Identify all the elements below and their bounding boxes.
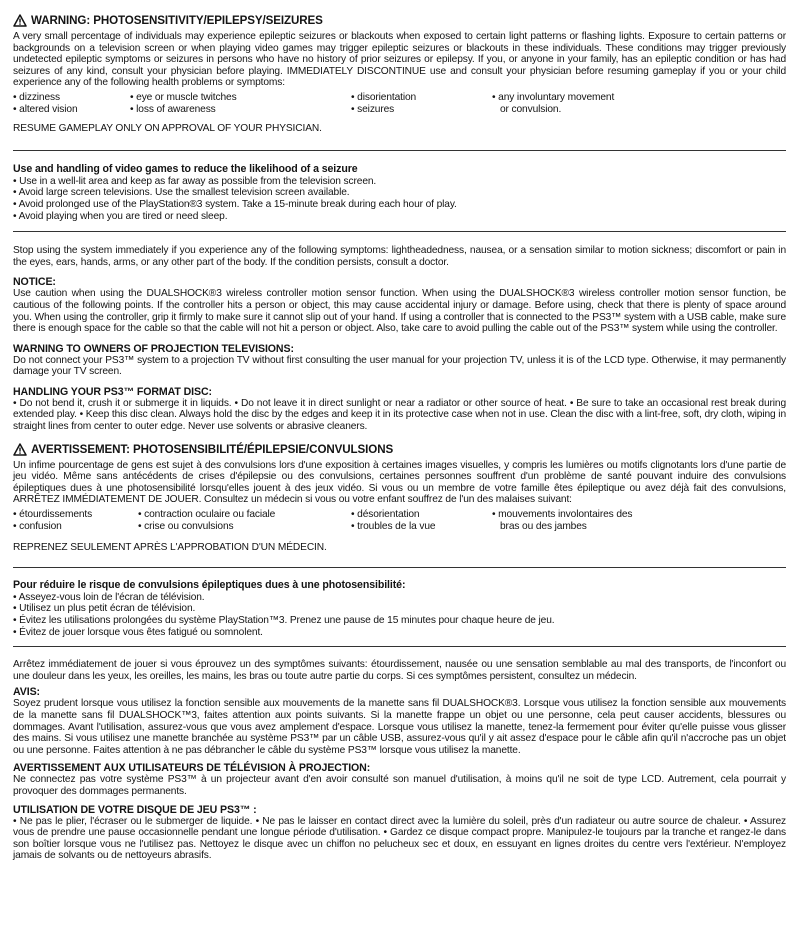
fr-symptom-item: • confusion xyxy=(13,520,62,532)
en-notice-heading: NOTICE: xyxy=(13,276,56,289)
en-symptom-list xyxy=(13,92,786,115)
fr-use-item: • Utilisez un plus petit écran de télévision. xyxy=(13,603,196,615)
fr-symptom-item: • troubles de la vue xyxy=(351,520,436,532)
en-notice-body: Use caution when using the DUALSHOCK®3 wireless controller motion sensor function. When using the DUALSHOCK®3 wireless controller motion sensor function, be cautious of the following points. If the controller hits a person or object, this may cause accidental injury or damage. Before using, check that there is plenty of space around you. When using the controller, grip it firmly to make sure it cannot slip out of your hand. If using a controller that is connected to the PS3™ system with a USB cable, make sure there is enough space for the cable so that the cable will not hit a person or object. Also, take care to avoid pulling the cable out of the PS3™ system while using the controller. xyxy=(13,288,786,335)
en-symptom-item: • loss of awareness xyxy=(130,103,216,115)
warning-triangle-icon xyxy=(13,443,27,456)
fr-warning-body: Un infime pourcentage de gens est sujet à des convulsions lors d'une exposition à certaines images visuelles, y compris les lumières ou motifs clignotants lors d'une partie de jeu vidéo. Même sans antécédents de crises d'épilepsie ou des convulsions, certaines personnes souffrent d'un problème de santé pouvant induire des convulsions épileptiques dues à une photosensibilité lorsqu'elles jouent à des jeux vidéo. Si vous ou un membre de votre famille êtes épileptique ou avez déjà fait des convulsions, ARRÊTEZ IMMÉDIATEMENT DE JOUER. Consultez un médecin si vous ou votre enfant souffrez de l'un des malaises suivant: xyxy=(13,459,786,506)
fr-use-item: • Évitez les utilisations prolongées du système PlayStation™3. Prenez une pause de 15 minutes pour chaque heure de jeu. xyxy=(13,615,555,626)
fr-stop-paragraph: Arrêtez immédiatement de jouer si vous éprouvez un des symptômes suivants: étourdissement, nausée ou une sensation semblable au mal des transports, de l'inconfort ou une douleur dans les yeux, les oreilles, les mains, les bras ou toute autre partie du corps. Si ces symptômes persistent, consultez un médecin. xyxy=(13,659,786,682)
en-use-heading: Use and handling of video games to reduce the likelihood of a seizure xyxy=(13,162,358,175)
en-warning-title: WARNING: PHOTOSENSITIVITY/EPILEPSY/SEIZURES xyxy=(31,14,323,27)
fr-notice-body: Soyez prudent lorsque vous utilisez la fonction sensible aux mouvements de la manette sans fil DUALSHOCK®3. Lorsque vous utilisez la fonction sensible aux mouvements de la manette sans fil DUALSHOCK™3, faites attention aux points suivants. Si la manette frappe un objet ou une personne, cela peut causer accidents, blessures ou dommages. Avant l'utilisation, assurez-vous que vous avez amplement d'espace. Lorsque vous utilisez la manette, tenez-la fermement pour éviter qu'elle puisse vous glisser des mains. Si vous utilisez une manette branchée au système PS3™ par un câble USB, assurez-vous qu'il y ait assez d'espace pour le câble afin qu'il n'accroche pas un objet ou une personne. Faites attention à ne pas débrancher le câble du système PS3™ lorsque vous utilisez la manette. xyxy=(13,698,786,756)
fr-use-item: • Asseyez-vous loin de l'écran de télévision. xyxy=(13,591,205,603)
en-use-item: • Avoid large screen televisions. Use the smallest television screen available. xyxy=(13,187,350,199)
divider xyxy=(13,150,786,151)
fr-symptom-item: • désorientation xyxy=(351,509,420,521)
fr-resume-note: REPRENEZ SEULEMENT APRÈS L'APPROBATION D'UN MÉDECIN. xyxy=(13,542,327,554)
fr-symptom-list xyxy=(13,509,786,532)
warning-triangle-icon xyxy=(13,14,27,27)
fr-symptom-item: • étourdissements xyxy=(13,509,93,521)
en-use-list xyxy=(13,176,786,222)
en-symptom-item: or convulsion. xyxy=(500,103,562,115)
fr-use-item: • Évitez de jouer lorsque vous êtes fatigué ou somnolent. xyxy=(13,626,263,638)
en-warning-body: A very small percentage of individuals may experience epileptic seizures or blackouts when exposed to certain light patterns or flashing lights. Exposure to certain patterns or backgrounds on a television screen or when playing video games may trigger epileptic seizures or blackouts in these individuals. These conditions may trigger previously undetected epileptic symptoms or seizures in persons who have no history of prior seizures or epilepsy. If you, or anyone in your family, has an epileptic condition or has had seizures of any kind, consult your physician before playing. IMMEDIATELY DISCONTINUE use and consult your physician before resuming gameplay if you or your child experience any of the following health problems or symptoms: xyxy=(13,31,786,89)
en-projection-body: Do not connect your PS3™ system to a projection TV without first consulting the user manual for your projection TV, unless it is of the LCD type. Otherwise, it may permanently damage your TV screen. xyxy=(13,354,786,378)
en-symptom-item: • seizures xyxy=(351,103,395,115)
fr-projection-body: Ne connectez pas votre système PS3™ à un projecteur avant d'en avoir consulté son manuel d'utilisation, à moins qu'il ne soit de type LCD. Autrement, cela pourrait y provoquer des dommages permanents. xyxy=(13,774,786,797)
fr-disc-body: • Ne pas le plier, l'écraser ou le submerger de liquide. • Ne pas le laisser en contact direct avec la lumière du soleil, près d'un radiateur ou autre source de chaleur. • Assurez vous de prendre une pause occasionnelle pendant une longue période d'utilisation. • Gardez ce disque compact propre. Manipulez-le toujours par la tranche et rangez-le dans son boîtier lorsque vous ne l'utilisez pas. Nettoyez le disque avec un chiffon no pelucheux sec et doux, en essuyant en lignes droites du centre vers l'extérieur. N'employez jamais de solvants ou de nettoyeurs abrasifs. xyxy=(13,815,786,862)
divider xyxy=(13,567,786,568)
en-use-item: • Avoid playing when you are tired or need sleep. xyxy=(13,210,228,222)
fr-symptom-item: • mouvements involontaires des xyxy=(492,509,633,521)
en-disc-body: • Do not bend it, crush it or submerge it in liquids. • Do not leave it in direct sunlight or near a radiator or other source of heat. • Be sure to take an occasional rest break during extended play. • Keep this disc clean. Always hold the disc by the edges and keep it in its protective case when not in use. Clean the disc with a lint-free, soft, dry cloth, wiping in straight lines from center to outer edge. Never use solvents or abrasive cleaners. xyxy=(13,397,786,433)
fr-symptom-item: • contraction oculaire ou faciale xyxy=(138,509,276,521)
divider xyxy=(13,231,786,232)
en-symptom-item: • disorientation xyxy=(351,91,417,103)
fr-disc-heading: UTILISATION DE VOTRE DISQUE DE JEU PS3™ : xyxy=(13,803,257,816)
fr-projection-heading: AVERTISSEMENT AUX UTILISATEURS DE TÉLÉVISION À PROJECTION: xyxy=(13,762,371,775)
fr-warning-title: AVERTISSEMENT: PHOTOSENSIBILITÉ/ÉPILEPSIE/CONVULSIONS xyxy=(31,442,394,456)
en-warning-heading xyxy=(13,14,786,27)
divider xyxy=(13,646,786,647)
en-symptom-item: • any involuntary movement xyxy=(492,91,615,103)
en-symptom-item: • eye or muscle twitches xyxy=(130,91,237,103)
en-use-item: • Avoid prolonged use of the PlayStation®3 system. Take a 15-minute break during each hour of play. xyxy=(13,198,457,210)
en-disc-heading: HANDLING YOUR PS3™ FORMAT DISC: xyxy=(13,385,212,398)
en-resume-note: RESUME GAMEPLAY ONLY ON APPROVAL OF YOUR PHYSICIAN. xyxy=(13,123,322,135)
en-stop-paragraph: Stop using the system immediately if you experience any of the following symptoms: lightheadedness, nausea, or a sensation similar to motion sickness; discomfort or pain in the eyes, ears, hands, arms, or any other part of the body. If the condition persists, consult a doctor. xyxy=(13,245,786,268)
en-symptom-item: • dizziness xyxy=(13,91,60,103)
en-symptom-item: • altered vision xyxy=(13,103,78,115)
fr-symptom-item: bras ou des jambes xyxy=(500,520,587,532)
fr-symptom-item: • crise ou convulsions xyxy=(138,520,234,532)
fr-use-list xyxy=(13,592,786,638)
en-projection-heading: WARNING TO OWNERS OF PROJECTION TELEVISIONS: xyxy=(13,342,294,355)
fr-warning-heading xyxy=(13,443,786,456)
fr-notice-heading: AVIS: xyxy=(13,686,40,699)
en-use-item: • Use in a well-lit area and keep as far away as possible from the television screen. xyxy=(13,175,377,187)
fr-use-heading: Pour réduire le risque de convulsions épileptiques dues à une photosensibilité: xyxy=(13,578,406,591)
